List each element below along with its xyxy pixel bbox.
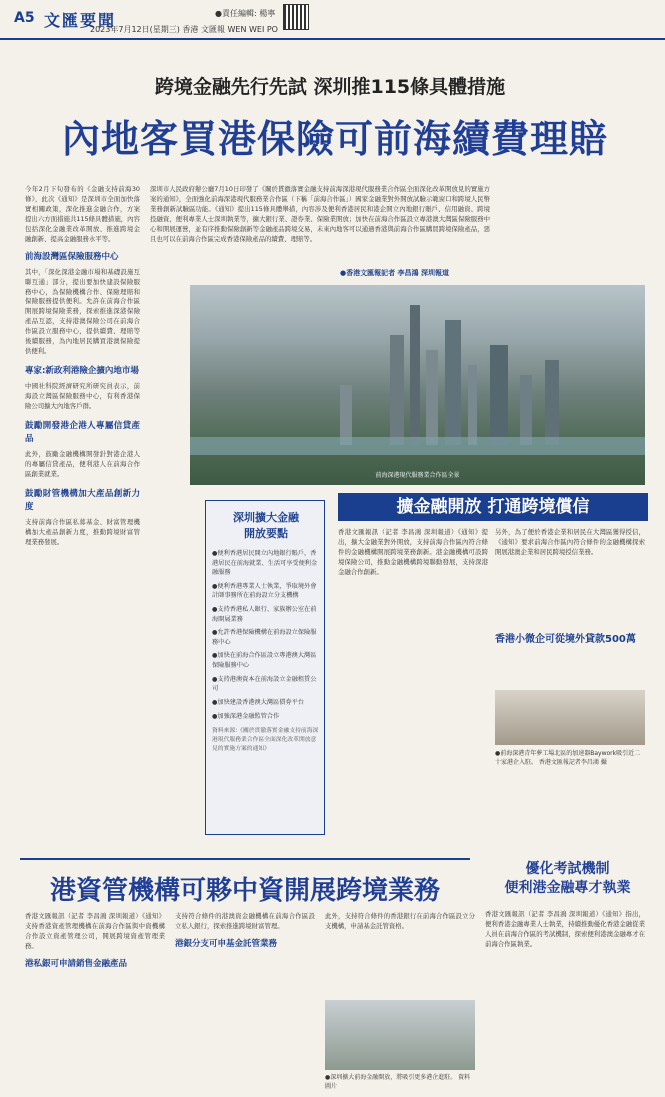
- kicker-headline: 跨境金融先行先試 深圳推115條具體措施: [154, 76, 506, 98]
- left-p3: 此外，鼓勵金融機構開發針對港企港人的專屬信貸產品，便利港人在前海合作區創業就業。: [25, 450, 140, 479]
- left-subhead-1: 前海設灣區保險服務中心: [25, 251, 119, 262]
- editor-credit: ●責任編輯: 楊寧: [215, 9, 276, 18]
- box-item: ●加強深港金融監管合作: [212, 712, 280, 720]
- bottom-right-headline: 優化考試機制 便利港金融專才執業: [504, 861, 631, 896]
- bottom-photo: [325, 1000, 475, 1070]
- bottom-c1-subhead: 港私銀可申請銷售金融產品: [25, 958, 128, 969]
- masthead: [0, 0, 665, 40]
- left-subhead-3: 鼓勵開發港企港人專屬信貸產品: [25, 420, 140, 445]
- box-item: ●加快在前海合作區設立專港澳大灣區保險服務中心: [212, 652, 317, 670]
- mid-subhead: 香港小微企可從境外貸款500萬: [495, 634, 636, 645]
- left-p2: 中國社科院經濟研究所研究員表示，前海設立灣區保險服務中心，有利香港保險公司擴大內地客戶群。: [25, 382, 140, 411]
- box-item: ●支持香港私人銀行、家族辦公室在前海開展業務: [212, 606, 317, 623]
- box-list: [212, 549, 320, 758]
- box-item: ●便利香港居民開立內地銀行賬戶，香港居民在前海就業、生活可享受便利金融服務: [212, 550, 318, 577]
- divider: [20, 858, 470, 860]
- left-subhead-2: 專家:新政利港險企擴內地市場: [25, 366, 139, 376]
- left-p4: 支持前海合作區私募基金、財富管理機構加大產品創新力度，推動跨境財富管理業務發展。: [25, 518, 140, 547]
- bottom-col-3: 此外，支持符合條件的香港銀行在前海合作區設立分支機構，申請基金託管資格。: [325, 912, 475, 930]
- issue-date: 2023年7月12日(星期三) 香港 文匯報 WEN WEI PO: [90, 25, 278, 34]
- key-points-box: [205, 500, 325, 835]
- main-headline: 內地客買港保險可前海續費理賠: [61, 117, 608, 161]
- bottom-col-2: [175, 912, 315, 1087]
- office-photo-caption: ●前海深港青年夢工場北區的加速器Baywork吸引近二十家港企入駐。 香港文匯報記者李昌鴻 攝: [495, 750, 641, 766]
- bottom-c1-text: 香港文匯報訊（記者 李昌鴻 深圳報道）《通知》支持香港資產管理機構在前海合作區與中資機構合作設立資產管理公司，開展跨境資產管理業務。: [25, 912, 165, 950]
- left-lead: 今年2月下旬發布的《金融支持前海30條》，此次《通知》是深圳市全面加快落實相關政策，深化推進金融合作，方案提出六方面措施共115條具體措施，內容包括深化金融業改革開放、推進跨境金融創新、提高金融服務水平等。: [25, 185, 140, 243]
- box-source: 資料來源:《關於貫徹落實金融支持前海深港現代服務業合作區全面深化改革開放意見的實施方案的通知》: [212, 728, 319, 753]
- bottom-c2-subhead: 港銀分支可申基金託管業務: [175, 938, 278, 949]
- box-item: ●支持港澳資本在前海設立金融租賃公司: [212, 675, 317, 693]
- mid-right-column: 另外，為了便於香港企業和居民在大灣區獲得授信，《通知》要求前海合作區內符合條件的金融機構探索開展港澳企業和居民跨境授信業務。: [495, 528, 645, 556]
- left-p1: 其中，「深化深港金融市場和基礎設施互聯互通」部分，提出要加快建設保險服務中心，為保險機構合作、保險理賠和保險服務提供便利。允許在前海合作區開展跨境保險業務，探索推進深港保險產品互認，支持港澳保險公司在前海合作區設立服務中心，提供續費、理賠等後續服務，為內地居民購買港澳保險提供便利。: [25, 267, 140, 356]
- intro-byline: ●香港文匯報記者 李昌鴻 深圳報道: [340, 269, 449, 277]
- bottom-c2-text: 支持符合條件的港澳資金融機構在前海合作區設立私人銀行，探索推進跨境財富管理。: [175, 912, 315, 930]
- office-photo: [495, 690, 645, 745]
- section-banner: 擴金融開放 打通跨境償信: [338, 493, 648, 521]
- left-column: [25, 185, 140, 855]
- qr-code-icon[interactable]: [283, 4, 309, 30]
- box-item: ●加快建設香港澳大灣區債券平台: [212, 698, 305, 706]
- bottom-col-1: [25, 912, 165, 1087]
- photo-caption: 前海深港現代服務業合作區全景: [375, 472, 460, 479]
- page-number: A5: [14, 10, 35, 26]
- box-title: 深圳擴大金融 開放要點: [233, 511, 299, 540]
- bottom-photo-caption: ●深圳擴大前海金融開放，將吸引更多港企進駐。 資料圖片: [325, 1074, 471, 1090]
- bottom-headline: 港資管機構可夥中資開展跨境業務: [49, 876, 440, 906]
- skyline-photo: [190, 285, 645, 485]
- intro-paragraph: 深圳市人民政府辦公廳7月10日印發了《關於貫徹落實金融支持前海深港現代服務業合作區全面深化改革開放見的實施方案的通知》，全面強化前海深港現代服務業合作區（下稱「前海合作區」）國家金融業對外開放試驗示範窗口和跨境人民幣業務創新試驗區功能。《通知》提出115條具體舉措，內容涉及便利香港居民和港企開立內地銀行賬戶、信用融資、跨境投融資，便利專業人士深圳執業等，擴大銀行業、證券業、保險業開放；加快在前海合作區設立專港澳大灣區保險服務中心和開展運營，並有序推動保險創新等金融產品跨境交易，未來內地客可以通過香港與前海合作區購買跨境保險產品，惡且也可以在前海合作區完成香港保險產品的續費、理賠等。: [150, 185, 490, 243]
- left-subhead-4: 鼓勵財管機構加大產品創新力度: [25, 489, 140, 513]
- box-item: ●允許香港保險機構在前海設立保險服務中心: [212, 629, 317, 646]
- mid-left-column: 香港文匯報訊（記者 李昌鴻 深圳報道）《通知》提出，擴大金融業對外開放，支持前海合作區內符合條件的金融機構開展跨境業務創新。港金融機構可設跨境保險公司，推動金融機構跨境聯動發展，支持深港金融合作創新。: [338, 528, 488, 576]
- bottom-col-4: 香港文匯報訊（記者 李昌鴻 深圳報道）《通知》指出，便利香港金融專業人士執業，持續推動優化香港金融從業人員在前海合作區的考試機制，探索便利港澳金融專才在前海合作區執業。: [485, 910, 645, 948]
- section-title: 文匯要聞: [44, 11, 117, 30]
- box-item: ●便利香港專業人士執業，爭取境外會計師事務所在前海設立分支機構: [212, 582, 317, 600]
